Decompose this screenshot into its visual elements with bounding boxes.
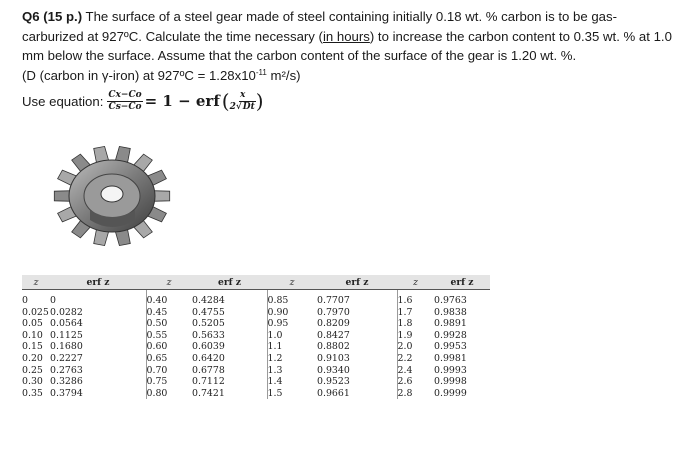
z-value: 1.9: [397, 329, 413, 341]
question-text: [22, 7, 672, 85]
z-value: 0.35: [22, 387, 43, 399]
fraction-numerator: Cx−Co: [108, 89, 142, 100]
erf-value: 0.5205: [192, 318, 225, 330]
table-header-row: [22, 275, 490, 290]
erf-value: 0.0564: [50, 318, 83, 330]
erf-value: 0.8802: [317, 341, 350, 353]
z-column-2: [146, 290, 192, 400]
gear-bore: [101, 186, 123, 202]
z-value: 0.95: [267, 318, 289, 330]
erf-value: 0.5633: [192, 329, 225, 341]
equation-middle: = 1 − erf: [144, 92, 220, 110]
erf-value: 0.9891: [434, 318, 467, 330]
erf-value: 0.7970: [317, 306, 350, 318]
erf-value: 0.4284: [192, 295, 225, 306]
z-value: 0.75: [146, 376, 168, 388]
z-value: 0.025: [22, 306, 49, 318]
erf-column-2: [192, 290, 267, 400]
question-paragraph: [22, 7, 672, 66]
z-value: 2.0: [397, 341, 413, 353]
z-value: 0.45: [146, 306, 168, 318]
erf-value: 0.9103: [317, 352, 350, 364]
header-erf: erf z: [434, 275, 490, 290]
erf-table: [22, 275, 490, 399]
erf-value: 0.9928: [434, 329, 467, 341]
erf-value: 0.1680: [50, 341, 83, 353]
erf-value: 0.7707: [317, 295, 350, 306]
erf-value: 0.9763: [434, 295, 467, 306]
z-value: 0.55: [146, 329, 168, 341]
erf-value: 0.7421: [192, 387, 225, 399]
erf-value: 0.2763: [50, 364, 83, 376]
z-value: 0.20: [22, 352, 43, 364]
header-z: z: [267, 275, 317, 290]
z-value: 2.8: [397, 387, 413, 399]
erf-value: 0.4755: [192, 306, 225, 318]
equation-line: [22, 84, 264, 118]
erf-value: 0.7112: [192, 376, 225, 388]
erf-value: 0.6420: [192, 352, 225, 364]
concentration-fraction: [107, 90, 142, 113]
header-erf: erf z: [317, 275, 397, 290]
left-paren: (: [221, 89, 230, 113]
erf-value: 0.9661: [317, 387, 350, 399]
z-value: 0.15: [22, 341, 43, 353]
z-column-1: [22, 290, 50, 400]
diffusion-coefficient: [22, 66, 672, 86]
question-body-start: The surface of a steel gear made of steel containing initially 0.18 wt. % carbon is to be gas-carburized at 927ºC. Calculate the time necessary (: [22, 9, 617, 44]
header-z: z: [146, 275, 192, 290]
z-value: 0.65: [146, 352, 168, 364]
erf-value: 0.3794: [50, 387, 83, 399]
diffusion-exponent: -11: [255, 67, 267, 77]
z-column-4: [397, 290, 434, 400]
equation-label: Use equation:: [22, 93, 104, 109]
erf-value: 0.9953: [434, 341, 467, 353]
question-number: Q6 (15 p.): [22, 9, 83, 24]
z-value: 0: [22, 295, 28, 306]
erf-value: 0.1125: [50, 329, 83, 341]
fraction-denominator: Cs−Co: [108, 101, 142, 112]
z-value: 0.70: [146, 364, 168, 376]
z-value: 1.3: [267, 364, 283, 376]
erf-value: 0.9998: [434, 376, 467, 388]
z-value: 2.2: [397, 352, 413, 364]
table-row: [22, 290, 490, 400]
z-column-3: [267, 290, 317, 400]
erf-value: 0.9838: [434, 306, 467, 318]
right-paren: ): [255, 89, 264, 113]
gear-image: [45, 140, 180, 260]
z-value: 1.7: [397, 306, 413, 318]
header-erf: erf z: [192, 275, 267, 290]
diffusion-prefix: (D (carbon in γ-iron) at 927ºC = 1.28x10: [22, 67, 256, 83]
erf-column-3: [317, 290, 397, 400]
z-value: 1.0: [267, 329, 283, 341]
erf-value: 0.2227: [50, 352, 83, 364]
header-z: z: [22, 275, 50, 290]
erf-value: 0.8427: [317, 329, 350, 341]
erf-value: 0.9999: [434, 387, 467, 399]
z-value: 0.25: [22, 364, 43, 376]
erf-value: 0.0282: [50, 306, 83, 318]
argument-factor: 2: [229, 101, 236, 112]
z-value: 1.6: [397, 295, 413, 306]
z-value: 0.50: [146, 318, 168, 330]
fick-equation: [107, 90, 263, 113]
z-value: 0.60: [146, 341, 168, 353]
argument-denominator: 2√Dt: [229, 101, 255, 112]
question-body-end: ) to increase the carbon content to 0.35 wt. % at 1.0 mm below the surface. Assume that the carbon content of the surface of the gear is 1.20 wt. %.: [22, 28, 672, 63]
z-value: 1.2: [267, 352, 283, 364]
diffusion-suffix: m²/s): [266, 67, 301, 83]
z-value: 2.6: [397, 376, 413, 388]
z-value: 1.1: [267, 341, 283, 353]
z-value: 0.85: [267, 295, 289, 306]
argument-numerator: x: [239, 89, 246, 100]
erf-value: 0.9523: [317, 376, 350, 388]
z-value: 1.5: [267, 387, 283, 399]
z-value: 1.4: [267, 376, 283, 388]
erf-value: 0: [50, 295, 56, 306]
erf-column-1: [50, 290, 146, 400]
z-value: 0.05: [22, 318, 43, 330]
underlined-units: in hours: [322, 28, 370, 44]
erf-table-wrapper: [22, 275, 490, 399]
erf-value: 0.9981: [434, 352, 467, 364]
z-value: 0.80: [146, 387, 168, 399]
erf-value: 0.9993: [434, 364, 467, 376]
argument-root: Dt: [242, 101, 255, 112]
erf-value: 0.6778: [192, 364, 225, 376]
z-value: 0.30: [22, 376, 43, 388]
erf-column-4: [434, 290, 490, 400]
erf-value: 0.9340: [317, 364, 350, 376]
z-value: 0.10: [22, 329, 43, 341]
erf-value: 0.8209: [317, 318, 350, 330]
z-value: 2.4: [397, 364, 413, 376]
erf-value: 0.3286: [50, 376, 83, 388]
erf-value: 0.6039: [192, 341, 225, 353]
erf-argument: [230, 90, 256, 113]
header-erf: erf z: [50, 275, 146, 290]
z-value: 1.8: [397, 318, 413, 330]
header-z: z: [397, 275, 434, 290]
z-value: 0.90: [267, 306, 289, 318]
z-value: 0.40: [146, 295, 168, 306]
